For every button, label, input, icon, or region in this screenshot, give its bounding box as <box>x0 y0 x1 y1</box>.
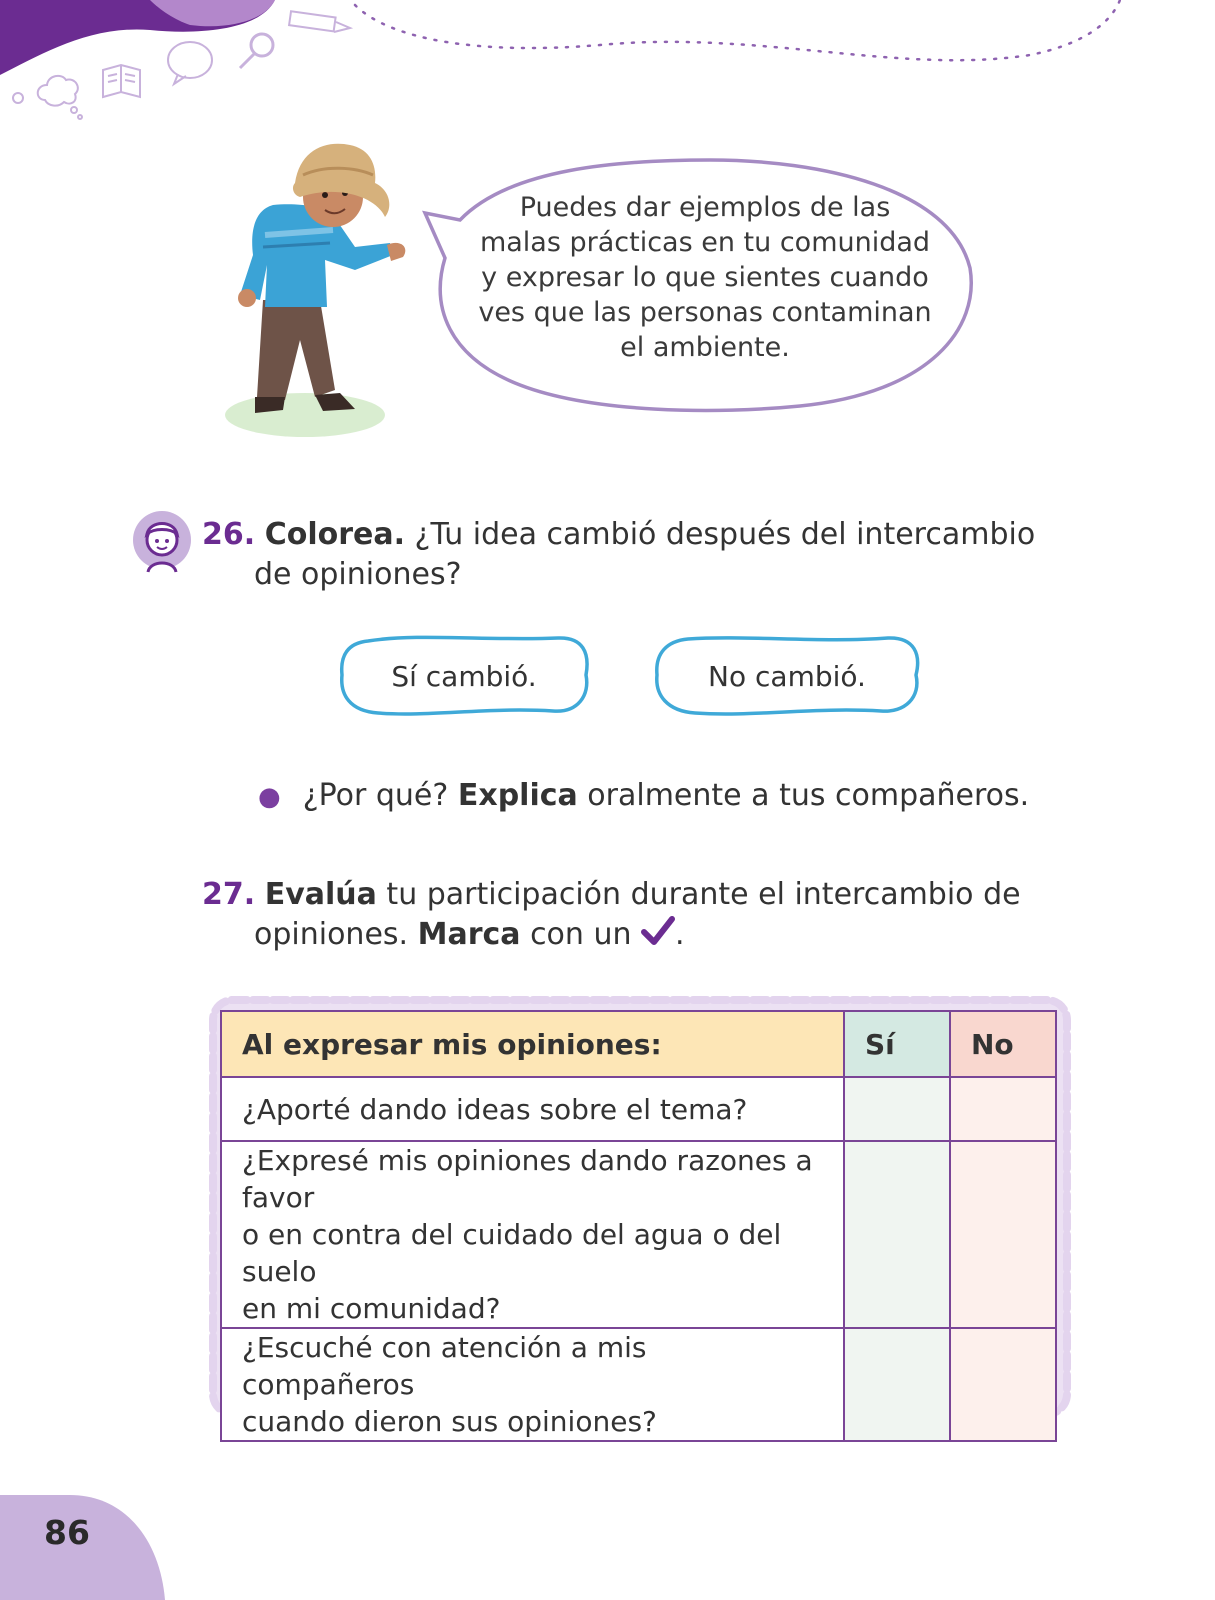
line2-post: con un <box>520 917 642 952</box>
bubble-line: malas prácticas en tu comunidad <box>479 227 931 258</box>
question-number: 27. <box>202 877 256 912</box>
row-text: ¿Expresé mis opiniones dando razones a favor <box>242 1144 813 1214</box>
row-text: en mi comunidad? <box>242 1292 501 1325</box>
bubble-line: y expresar lo que sientes cuando <box>481 262 929 293</box>
speech-bubble-icon <box>168 42 212 84</box>
bullet-dot: ● <box>258 782 281 812</box>
table-row <box>221 1141 1056 1328</box>
question-text-line2: de opiniones? <box>254 557 462 592</box>
checkmark-icon <box>641 916 675 946</box>
book-icon <box>103 65 140 97</box>
option-label: Sí cambió. <box>391 659 537 693</box>
pencil-icon <box>289 11 350 32</box>
option-si-cambio[interactable] <box>338 633 590 719</box>
row-text: o en contra del cuidado del agua o del suelo <box>242 1218 782 1288</box>
question-27 <box>202 875 1021 955</box>
row-question <box>221 1328 844 1441</box>
column-header-si: Sí <box>844 1011 950 1077</box>
question-26 <box>202 515 1035 595</box>
checkbox-si[interactable] <box>844 1328 950 1441</box>
checkbox-no[interactable] <box>950 1328 1056 1441</box>
bullet-bold: Explica <box>457 778 578 813</box>
bullet-instruction <box>258 778 1029 813</box>
bubble-line: ves que las personas contaminan <box>478 297 932 328</box>
evaluation-table <box>220 1010 1057 1442</box>
table-header-row <box>221 1011 1056 1077</box>
row-question <box>221 1141 844 1328</box>
option-label: No cambió. <box>708 659 866 693</box>
table-row <box>221 1328 1056 1441</box>
bubble-text <box>470 190 940 365</box>
option-no-cambio[interactable] <box>653 633 921 719</box>
checkbox-si[interactable] <box>844 1141 950 1328</box>
bubble-line: el ambiente. <box>620 332 790 363</box>
checkbox-no[interactable] <box>950 1141 1056 1328</box>
thought-cloud-icon <box>38 76 82 119</box>
table-row <box>221 1077 1056 1141</box>
question-text: tu participación durante el intercambio de <box>376 877 1021 912</box>
header-decoration <box>0 0 1215 130</box>
magnifier-icon <box>240 34 273 68</box>
page-number: 86 <box>44 1513 90 1552</box>
question-number: 26. <box>202 517 256 552</box>
question-text: ¿Tu idea cambió después del intercambio <box>405 517 1036 552</box>
question-verb: Colorea. <box>264 517 406 552</box>
row-text: ¿Escuché con atención a mis compañeros <box>242 1331 647 1401</box>
checkbox-no[interactable] <box>950 1077 1056 1141</box>
row-question <box>221 1077 844 1141</box>
checkbox-si[interactable] <box>844 1077 950 1141</box>
bubble-line: Puedes dar ejemplos de las <box>519 192 891 223</box>
boy-illustration <box>215 135 425 440</box>
bullet-post: oralmente a tus compañeros. <box>577 778 1030 813</box>
line2-end: . <box>675 917 685 952</box>
bullet-pre: ¿Por qué? <box>302 778 458 813</box>
column-header-no: No <box>950 1011 1056 1077</box>
question-text-line2 <box>202 915 1021 955</box>
question-verb: Evalúa <box>264 877 377 912</box>
row-text: cuando dieron sus opiniones? <box>242 1405 657 1438</box>
line2-pre: opiniones. <box>254 917 418 952</box>
table-header-title: Al expresar mis opiniones: <box>221 1011 844 1077</box>
student-icon <box>132 510 196 576</box>
row-text: ¿Aporté dando ideas sobre el tema? <box>242 1092 748 1126</box>
line2-bold: Marca <box>417 917 521 952</box>
